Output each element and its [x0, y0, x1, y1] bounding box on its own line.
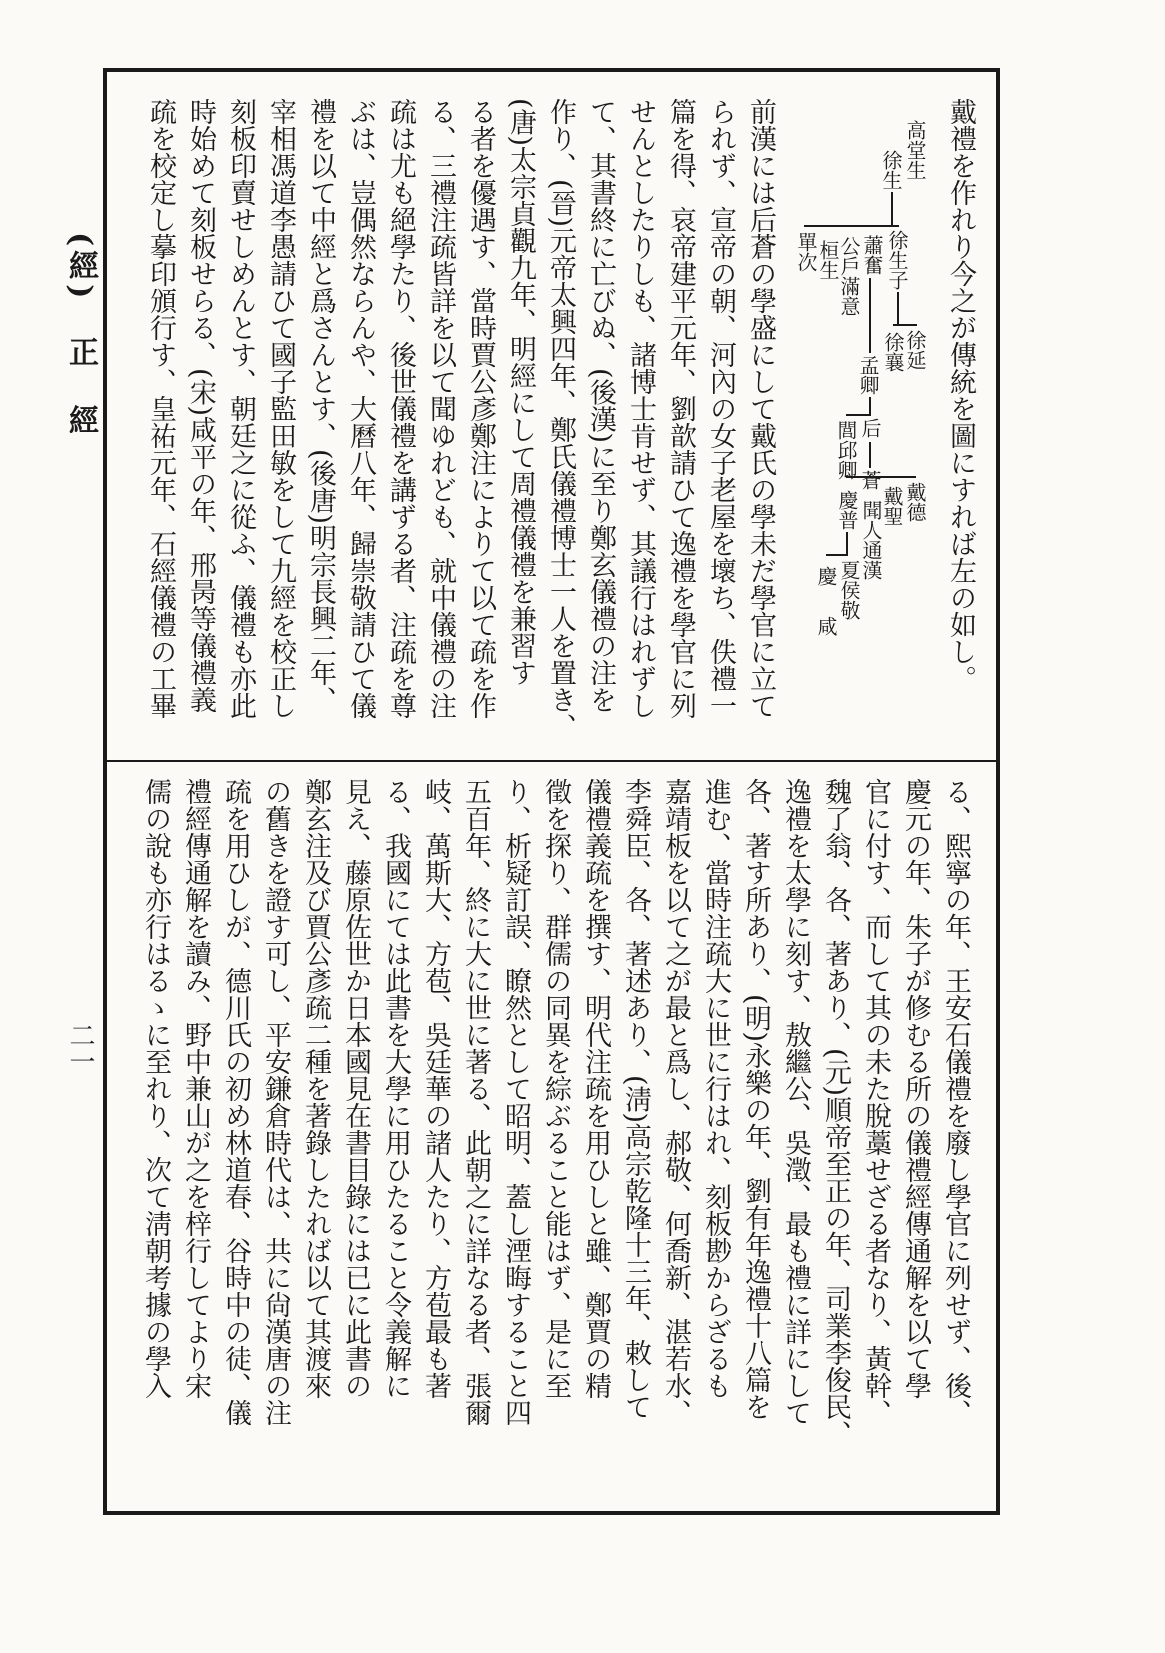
- lineage-connector: [846, 414, 871, 416]
- lineage-node: 慶咸: [814, 566, 838, 666]
- text-column: 宰相馮道李愚請ひて國子監田敏をして九經を校正し: [265, 98, 296, 719]
- section-divider-rule: [107, 760, 996, 762]
- lineage-node: 徐延: [903, 330, 927, 370]
- text-column: る、熙寧の年、王安石儀禮を廢し學官に列せず、後、: [940, 778, 971, 1426]
- intro-line: 戴禮を作れり今之が傳統を圖にすれば左の如し。: [945, 98, 976, 692]
- text-column: 疏を校定し摹印頒行す、皇祐元年、石經儀禮の工畢: [145, 98, 176, 719]
- text-column: 慶元の年、朱子が修むる所の儀禮經傳通解を以て學: [900, 778, 931, 1399]
- lower-section: [135, 778, 975, 1478]
- text-column: 儀禮義疏を撰す、明代注疏を用ひしと雖、鄭賈の精: [580, 778, 611, 1399]
- text-column: 徵を探り、群儒の同異を綜ぶること能はず、是に至: [540, 778, 571, 1399]
- lineage-node: 徐生子: [885, 230, 909, 290]
- text-column: の舊きを證す可し、平安鎌倉時代は、共に尙漢唐の注: [260, 778, 291, 1426]
- text-column: 魏了翁、各、著あり、(元)順帝至正の年、司業李俊民、: [820, 778, 851, 1448]
- text-column: る者を優遇す、當時賈公彥鄭注によりて以て疏を作: [465, 98, 496, 719]
- text-column: 逸禮を太學に刻す、敖繼公、吳澂、最も禮に詳にして: [780, 778, 811, 1426]
- text-column: 嘉靖板を以て之が最と爲し、郝敬、何喬新、湛若水、: [660, 778, 691, 1426]
- lineage-node: 后蒼: [858, 418, 882, 522]
- lineage-node: 戴德: [903, 482, 927, 522]
- text-column: られず、宣帝の朝、河內の女子老屋を壞ち、佚禮一: [705, 98, 736, 719]
- lineage-connector: [869, 278, 871, 353]
- text-column: 岐、萬斯大、方苞、吳廷華の諸人たり、方苞最も著: [420, 778, 451, 1399]
- text-column: 進む、當時注疏大に世に行はれ、刻板尠からざるも: [700, 778, 731, 1399]
- lineage-node: 聞人通漢: [859, 500, 883, 580]
- text-column: (唐)太宗貞觀九年、明經にして周禮儀禮を兼習す: [505, 98, 536, 687]
- text-column: 疏を用ひしが、德川氏の初め林道春、谷時中の徒、儀: [220, 778, 251, 1426]
- text-column: 作り、(晉)元帝太興四年、鄭氏儀禮博士一人を置き、: [545, 98, 576, 741]
- text-column: り、析疑訂誤、瞭然として昭明、蓋し湮晦すること四: [500, 778, 531, 1426]
- text-column: る、三禮注疏皆詳を以て聞ゆれども、就中儀禮の注: [425, 98, 456, 719]
- text-column: 官に付す、而して其の未た脫藁せざる者なり、黃幹、: [860, 778, 891, 1426]
- lineage-node: 徐襄: [881, 332, 905, 372]
- text-column: て、其書終に亡びぬ、(後漢)に至り鄭玄儀禮の注を: [585, 98, 616, 714]
- lineage-node: 蕭奮: [860, 235, 884, 275]
- text-column: 刻板印賣せしめんとす、朝廷之に從ふ、儀禮も亦此: [225, 98, 256, 719]
- lineage-node: 桓生: [816, 240, 840, 280]
- page-number: 二一: [65, 1022, 95, 1074]
- lineage-connector: [891, 192, 893, 226]
- text-column: 禮經傳通解を讀み、野中兼山が之を梓行してより宋: [180, 778, 211, 1399]
- lineage-node: 閭邱卿: [834, 420, 858, 480]
- lineage-connector: [897, 292, 899, 324]
- text-column: 疏は尤も絕學たり、後世儀禮を講ずる者、注疏を尊: [385, 98, 416, 719]
- lineage-diagram: [780, 98, 940, 748]
- lineage-node: 慶普: [835, 490, 859, 530]
- text-column: 李舜臣、各、著述あり、(淸)高宗乾隆十三年、敕して: [620, 778, 651, 1421]
- text-column: 儒の說も亦行はるゝに至れり、次て淸朝考據の學入: [140, 778, 171, 1399]
- lineage-node: 單次: [794, 232, 818, 272]
- lineage-node: 高堂生: [903, 120, 927, 180]
- lineage-node: 戴聖: [880, 486, 904, 526]
- text-column: 禮を以て中經と爲さんとす、(後唐)明宗長興二年、: [305, 98, 336, 714]
- lineage-node: 孟卿: [856, 355, 880, 395]
- lineage-connector: [804, 225, 899, 227]
- text-column: 五百年、終に大に世に著る、此朝之に詳なる者、張爾: [460, 778, 491, 1426]
- text-column: 時始めて刻板せらる、(宋)咸平の年、邢昺等儀禮義: [185, 98, 216, 714]
- upper-section: [140, 98, 980, 748]
- lineage-node: 夏侯敬: [837, 560, 861, 620]
- text-column: ぶは、豈偶然ならんや、大曆八年、歸崇敬請ひて儀: [345, 98, 376, 719]
- text-column: 鄭玄注及び賈公彥疏二種を著錄したれば以て其渡來: [300, 778, 331, 1399]
- text-column: 見え、藤原佐世か日本國見在書目錄には已に此書の: [340, 778, 371, 1399]
- lineage-node: 徐生: [879, 150, 903, 190]
- lineage-connector: [826, 554, 848, 556]
- lineage-connector: [893, 324, 917, 326]
- lineage-connector: [846, 532, 848, 554]
- text-column: る、我國にては此書を大學に用ひたること令義解に: [380, 778, 411, 1399]
- text-column: せんとしたりしも、諸博士肯せず、其議行はれずし: [625, 98, 656, 719]
- text-column: 篇を得、哀帝建平元年、劉歆請ひて逸禮を學官に列: [665, 98, 696, 719]
- text-column: 各、著す所あり、(明)永樂の年、劉有年逸禮十八篇を: [740, 778, 771, 1421]
- text-column: 前漢には后蒼の學盛にして戴氏の學未だ學官に立て: [745, 98, 776, 719]
- running-head: (經) 正 經: [63, 232, 98, 439]
- lineage-node: 公戶滿意: [837, 236, 861, 316]
